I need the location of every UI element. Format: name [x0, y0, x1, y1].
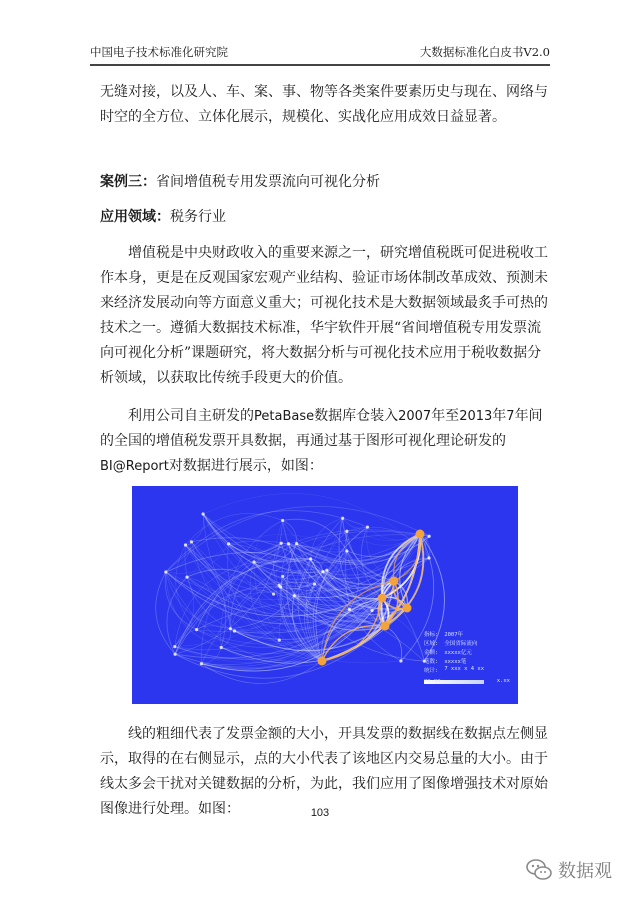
- case-title: 省间增值税专用发票流向可视化分析: [156, 174, 380, 190]
- page-header: [90, 44, 550, 64]
- region-node: [280, 542, 283, 545]
- legend-value: 7 xxx x 4 xx: [444, 666, 485, 672]
- watermark-text: 数据观: [558, 861, 612, 882]
- legend-row: [424, 648, 510, 657]
- region-node: [233, 629, 236, 632]
- body-paragraph-1: [100, 241, 550, 391]
- header-org: 中国电子技术标准化研究院: [90, 45, 228, 59]
- region-node: [399, 659, 402, 662]
- hub-node: [381, 622, 390, 631]
- legend-value: xxxxx笔: [444, 659, 467, 665]
- region-node: [321, 570, 324, 573]
- page-number: 103: [310, 807, 330, 819]
- region-node: [173, 645, 176, 648]
- region-node: [201, 512, 204, 515]
- para2-part: 利用公司自主研发的: [128, 408, 254, 424]
- header-rule: [90, 64, 550, 66]
- region-node: [252, 560, 255, 563]
- para2-part: 年间的全国的增值税发票开具数据，再通过基于图形可视化理论研发的: [100, 408, 543, 449]
- case-label: 案例三：: [100, 174, 156, 190]
- region-node: [370, 609, 373, 612]
- wechat-icon: [526, 858, 552, 882]
- year-start: 2007: [398, 409, 432, 424]
- region-node: [164, 570, 167, 573]
- region-node: [325, 569, 328, 572]
- hub-node: [378, 594, 387, 603]
- region-node: [220, 646, 223, 649]
- region-node: [195, 628, 198, 631]
- para2-part: 数据库仓装入: [314, 408, 399, 424]
- region-node: [428, 535, 431, 538]
- flow-line: [385, 626, 402, 661]
- para2-part: 年至: [431, 408, 460, 424]
- hub-node: [416, 530, 425, 539]
- bireport-term: BI@Report: [100, 459, 169, 474]
- region-node: [190, 540, 193, 543]
- year-end: 2013: [459, 409, 493, 424]
- legend-scale-low: xx.xx: [424, 678, 441, 684]
- flow-line: [385, 626, 402, 661]
- legend-key: 指标:: [424, 632, 439, 638]
- legend-row: [424, 630, 510, 639]
- region-node: [348, 608, 351, 611]
- region-node: [287, 542, 290, 545]
- body-paragraph-2: [100, 404, 550, 479]
- watermark: [526, 855, 612, 885]
- region-node: [173, 653, 176, 656]
- legend-row: [424, 666, 510, 675]
- hub-node: [318, 657, 327, 666]
- domain-label: 应用领域：: [100, 209, 170, 225]
- region-node: [313, 582, 316, 585]
- case-heading: [100, 170, 550, 195]
- domain-line: [100, 205, 550, 230]
- region-node: [227, 542, 230, 545]
- region-node: [277, 584, 280, 587]
- region-node: [278, 639, 281, 642]
- region-node: [281, 519, 284, 522]
- month: 7: [506, 409, 515, 424]
- legend-value: xxxxx亿元: [444, 650, 472, 656]
- flow-line: [191, 514, 203, 542]
- region-node: [309, 557, 312, 560]
- legend-key: 笔数:: [424, 659, 439, 665]
- figure-legend: [424, 630, 510, 692]
- flow-line: [175, 626, 385, 678]
- region-node: [341, 517, 344, 520]
- para2-part: 对数据进行展示，如图：: [168, 458, 323, 474]
- region-node: [184, 543, 187, 546]
- region-node: [345, 530, 348, 533]
- para2-part: 年: [492, 408, 507, 424]
- hub-node: [403, 604, 412, 613]
- paragraph-3-text: 线的粗细代表了发票金额的大小，开具发票的数据线在数据点左侧显示，取得的在右侧显示，点的大小代表了该地区内交易总量的大小。由于线太多会干扰对关键数据的分析，为此，我们应用了图像增强技术对原始图像进行处理。如图：: [100, 726, 548, 817]
- region-node: [185, 575, 188, 578]
- legend-key: 统计:: [424, 668, 439, 674]
- region-node: [281, 575, 284, 578]
- legend-value: 全国省际流向: [444, 641, 478, 647]
- region-node: [366, 525, 369, 528]
- region-node: [200, 662, 203, 665]
- region-node: [427, 556, 430, 559]
- legend-row: [424, 639, 510, 648]
- flow-lines: [156, 493, 445, 683]
- region-node: [295, 542, 298, 545]
- legend-key: 金额:: [424, 650, 439, 656]
- header-doc-title: 大数据标准化白皮书V2.0: [419, 45, 550, 59]
- legend-scale-high: x.xx: [496, 678, 510, 684]
- region-node: [293, 594, 296, 597]
- domain-value: 税务行业: [170, 209, 226, 225]
- legend-value: 2007年: [444, 632, 464, 638]
- region-node: [272, 592, 275, 595]
- flow-line: [203, 514, 394, 589]
- region-node: [229, 627, 232, 630]
- intro-text: 无缝对接，以及人、车、案、事、物等各类案件要素历史与现在、网络与时空的全方位、立体化展示，规模化、实战化应用成效日益显著。: [100, 84, 548, 125]
- region-node: [345, 549, 348, 552]
- hub-node: [390, 577, 399, 586]
- paragraph-1-text: 增值税是中央财政收入的重要来源之一，研究增值税既可促进税收工作本身，更是在反观国家宏观产业结构、验证市场体制改革成效、预测未来经济发展动向等方面意义重大；可视化技术是大数据领域最炙手可热的技术之一。遵循大数据技术标准，华宇软件开展“省间增值税专用发票流向可视化分析”课题研究，将大数据分析与可视化技术应用于税收数据分析领域，以获取比传统手段更大的价值。: [100, 245, 548, 386]
- legend-row: [424, 657, 510, 666]
- petabase-term: PetaBase: [254, 409, 315, 424]
- legend-key: 区域:: [424, 641, 439, 647]
- intro-paragraph: [100, 80, 550, 130]
